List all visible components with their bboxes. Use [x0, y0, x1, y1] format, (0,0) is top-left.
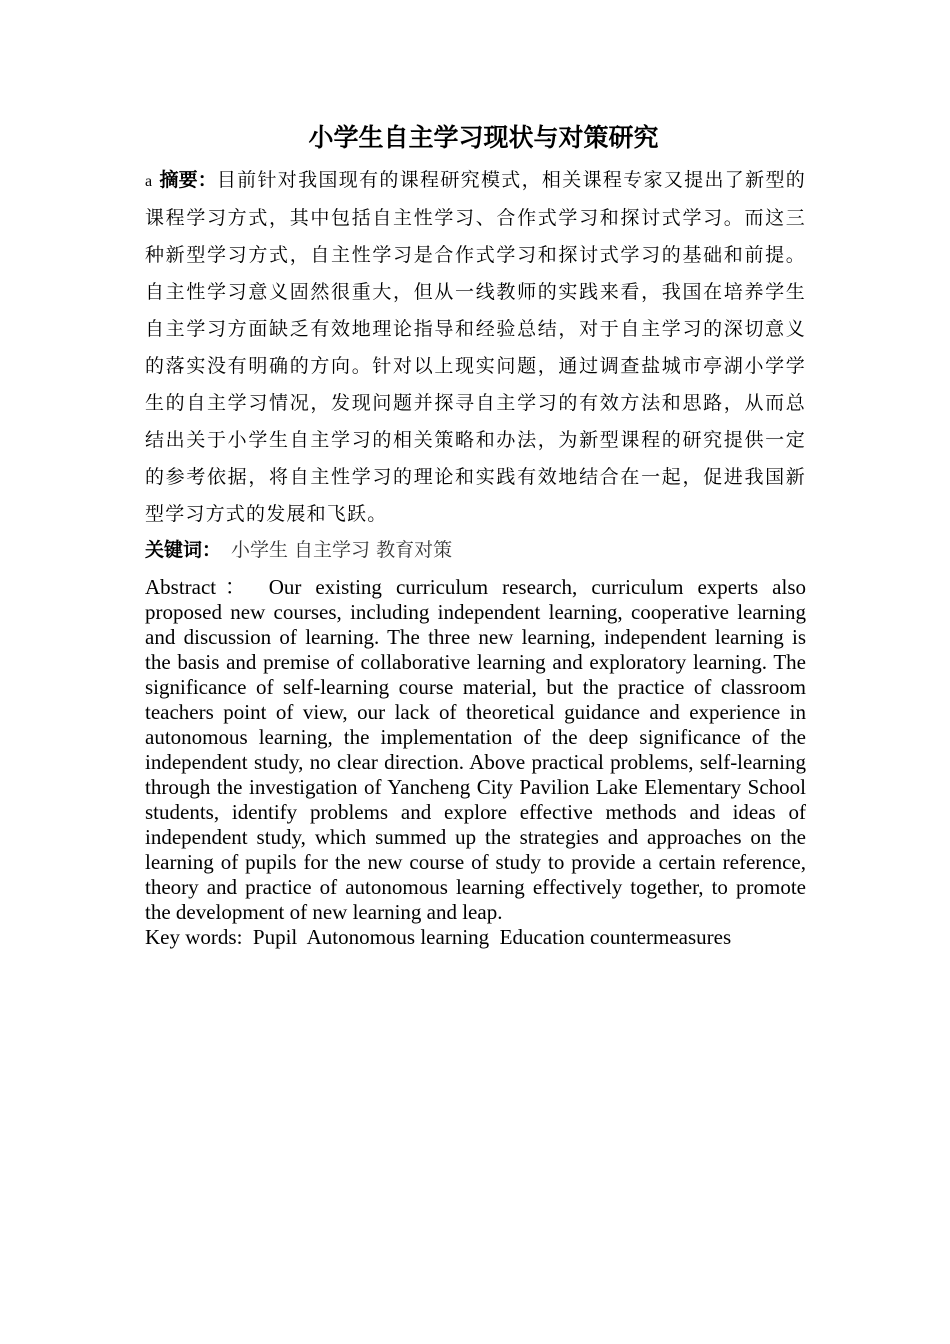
chinese-keywords — [145, 533, 806, 567]
chinese-abstract — [145, 162, 806, 533]
chinese-abstract-text: 目前针对我国现有的课程研究模式，相关课程专家又提出了新型的课程学习方式，其中包括自主性学习、合作式学习和探讨式学习。而这三种新型学习方式，自主性学习是合作式学习和探讨式学习的基础和前提。自主性学习意义固然很重大，但从一线教师的实践来看，我国在培养学生自主学习方面缺乏有效地理论指导和经验总结，对于自主学习的深切意义的落实没有明确的方向。针对以上现实问题，通过调查盐城市亭湖小学学生的自主学习情况，发现问题并探寻自主学习的有效方法和思路，从而总结出关于小学生自主学习的相关策略和办法，为新型课程的研究提供一定的参考依据，将自主性学习的理论和实践有效地结合在一起，促进我国新型学习方式的发展和飞跃。 — [145, 169, 806, 525]
paper-title: 小学生自主学习现状与对策研究 — [308, 123, 659, 152]
chinese-keywords-label: 关键词： — [145, 539, 222, 561]
english-abstract: Abstract： Our existing curriculum research, curriculum experts also proposed new courses, including independent learning, cooperative learning and discussion of learning. The three new learning, independent learning is the basis and premise of collaborative learning and exploratory learning. The significance of self-learning course material, but the practice of classroom teachers point of view, our lack of theoretical guidance and experience in autonomous learning, the implementation of the deep significance of the independent study, no clear direction. Above practical problems, self-learning through the investigation of Yancheng City Pavilion Lake Elementary School students, identify problems and explore effective methods and ideas of independent study, which summed up the strategies and approaches on the learning of pupils for the new course of study to provide a certain reference, theory and practice of autonomous learning effectively together, to promote the development of new learning and leap. — [145, 575, 806, 924]
chinese-keywords-terms: 小学生 自主学习 教育对策 — [231, 539, 453, 561]
footnote-marker: a — [145, 173, 153, 190]
chinese-abstract-label: 摘要： — [159, 169, 217, 191]
english-keywords: Key words: Pupil Autonomous learning Education countermeasures — [145, 925, 732, 949]
document-page — [145, 118, 806, 950]
